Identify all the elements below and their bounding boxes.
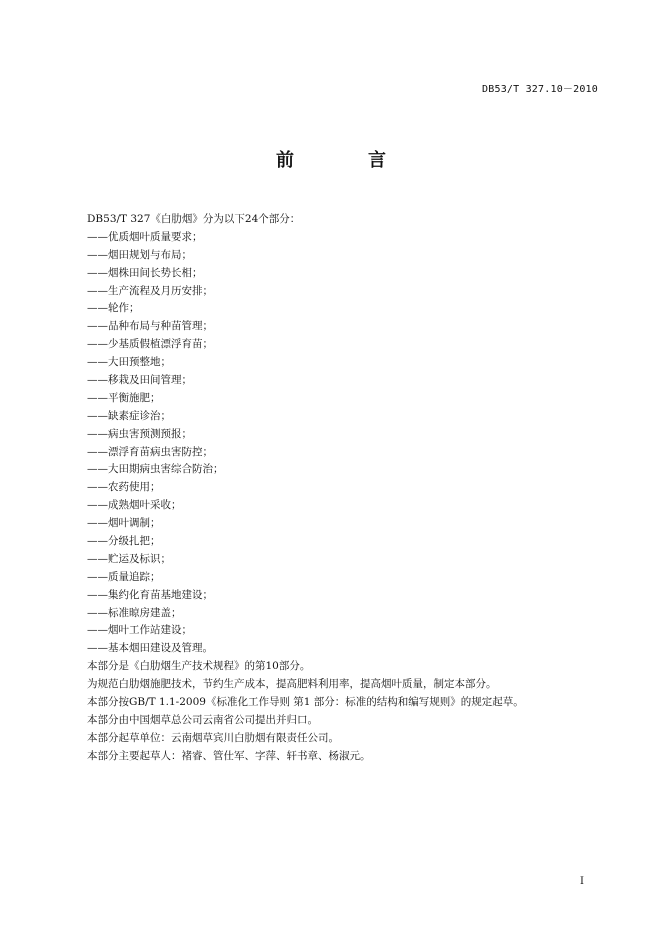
list-item: ——烟叶调制； [87,517,161,530]
list-item: ——分级扎把； [87,535,161,548]
list-item: ——贮运及标识； [87,552,171,565]
statement-drafters: 本部分主要起草人：褚睿、管仕军、字萍、轩书章、杨淑元。 [87,749,371,762]
list-item: ——成熟烟叶采收； [87,499,182,512]
list-item: ——质量追踪； [87,570,161,583]
list-item: ——生产流程及月历安排； [87,284,213,297]
foreword-body [87,211,587,766]
list-item: ——烟田规划与布局； [87,248,192,261]
list-item: ——病虫害预测预报； [87,427,192,440]
list-item: ——大田预整地； [87,356,171,369]
statement-purpose: 为规范白肋烟施肥技术，节约生产成本，提高肥料利用率，提高烟叶质量，制定本部分。 [87,678,497,691]
list-item: ——缺素症诊治； [87,409,171,422]
statements [87,658,587,765]
list-item: ——烟株田间长势长相； [87,266,203,279]
list-item: ——农药使用； [87,481,161,494]
page-number: I [580,876,584,887]
parts-list [87,229,587,658]
list-item: ——平衡施肥； [87,391,161,404]
list-item: ——标准晾房建盖； [87,606,182,619]
statement-proposer: 本部分由中国烟草总公司云南省公司提出并归口。 [87,713,318,726]
list-item: ——轮作； [87,302,140,315]
list-item: ——优质烟叶质量要求； [87,230,203,243]
list-item: ——烟叶工作站建设； [87,624,192,637]
list-item: ——大田期病虫害综合防治； [87,463,224,476]
list-item: ——基本烟田建设及管理。 [87,642,213,655]
list-item: ——移栽及田间管理； [87,374,192,387]
list-item: ——少基质假植漂浮育苗； [87,338,213,351]
intro-line: DB53/T 327《白肋烟》分为以下24个部分： [87,213,301,225]
page-title: 前 言 [276,150,414,171]
standard-code: DB53/T 327.10－2010 [482,84,598,95]
list-item: ——集约化育苗基地建设； [87,588,213,601]
list-item: ——漂浮育苗病虫害防控； [87,445,213,458]
statement-drafting-rules: 本部分按GB/T 1.1-2009《标准化工作导则 第1 部分：标准的结构和编写规则》的规定起草。 [87,696,524,709]
statement-drafting-unit: 本部分起草单位：云南烟草宾川白肋烟有限责任公司。 [87,731,339,744]
statement-part-of-series: 本部分是《白肋烟生产技术规程》的第10部分。 [87,660,311,673]
list-item: ——品种布局与种苗管理； [87,320,213,333]
